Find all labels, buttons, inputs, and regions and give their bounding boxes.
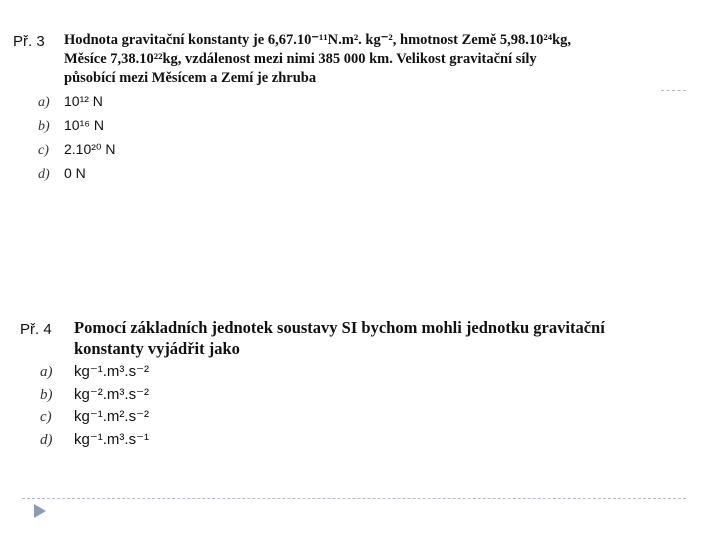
- option-b: [38, 114, 116, 138]
- option-letter: c): [38, 143, 49, 158]
- option-value: 0 N: [64, 165, 86, 181]
- question-4-line-2: konstanty vyjádřit jako: [74, 339, 240, 358]
- option-letter: b): [38, 119, 50, 134]
- option-a: [40, 361, 149, 384]
- option-d: [40, 429, 149, 452]
- triangle-right-icon: [34, 504, 46, 518]
- question-3-line-1: Hodnota gravitační konstanty je 6,67.10⁻¹¹N.m². kg⁻², hmotnost Země 5,98.10²⁴kg,: [64, 32, 572, 48]
- option-letter: a): [40, 364, 53, 380]
- option-value: 10¹⁶ N: [64, 117, 104, 133]
- option-letter: b): [40, 386, 53, 403]
- option-letter: a): [38, 95, 50, 110]
- question-4-options: [40, 361, 149, 451]
- question-3-options: [38, 90, 116, 186]
- dashed-separator-short: [661, 90, 686, 91]
- option-b: [40, 384, 149, 407]
- option-a: [38, 90, 116, 114]
- option-value: kg⁻¹.m².s⁻²: [74, 408, 149, 425]
- option-value: kg⁻².m³.s⁻²: [74, 385, 149, 403]
- option-value: kg⁻¹.m³.s⁻¹: [74, 430, 149, 448]
- option-letter: d): [38, 167, 50, 182]
- question-3-line-3: působící mezi Měsícem a Zemí je zhruba: [64, 70, 317, 86]
- option-d: [38, 162, 116, 186]
- question-3-label: Př. 3: [13, 33, 45, 50]
- option-c: [38, 138, 116, 162]
- bottom-dashed-divider: [22, 498, 686, 499]
- option-c: [40, 406, 149, 429]
- question-3-line-2: Měsíce 7,38.10²²kg, vzdálenost mezi nimi 385 000 km. Velikost gravitační síly: [64, 51, 537, 67]
- option-value: 10¹² N: [64, 93, 103, 109]
- option-value: kg⁻¹.m³.s⁻²: [74, 363, 149, 380]
- option-letter: c): [40, 409, 52, 425]
- question-4-line-1: Pomocí základních jednotek soustavy SI bychom mohli jednotku gravitační: [74, 318, 605, 337]
- option-value: 2.10²⁰ N: [64, 141, 116, 157]
- option-letter: d): [40, 431, 53, 448]
- question-4-text: [74, 317, 605, 359]
- next-slide-button[interactable]: [34, 504, 46, 523]
- question-3-text: [64, 31, 571, 88]
- question-4-label: Př. 4: [20, 321, 52, 338]
